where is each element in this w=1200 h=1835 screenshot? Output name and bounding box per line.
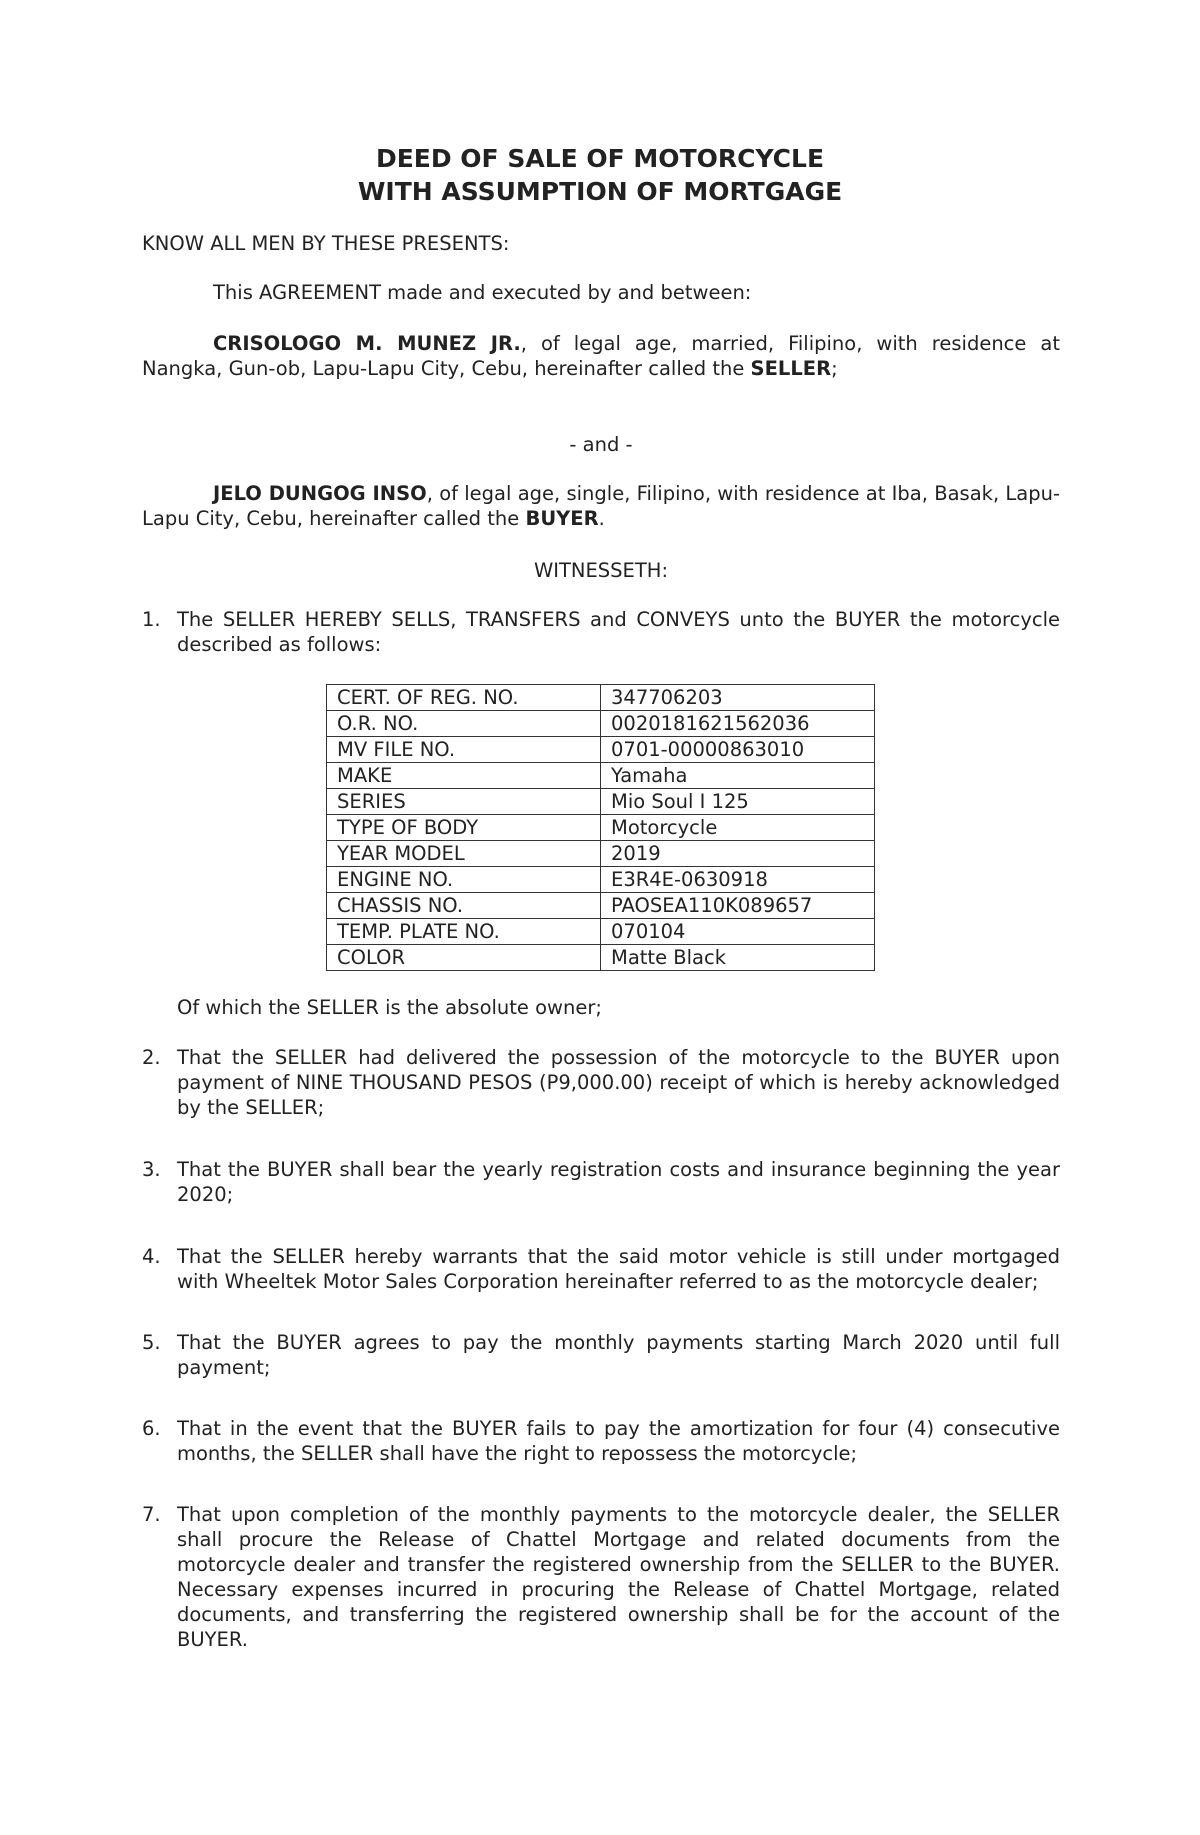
owner-statement: Of which the SELLER is the absolute owner; <box>177 996 602 1019</box>
seller-name: CRISOLOGO M. MUNEZ JR. <box>213 332 521 355</box>
seller-role: SELLER <box>750 357 832 380</box>
list-item <box>142 1330 1060 1380</box>
vehicle-field-value: Motorcycle <box>601 815 875 841</box>
vehicle-field-label: CHASSIS NO. <box>327 893 601 919</box>
title-line-2: WITH ASSUMPTION OF MORTGAGE <box>357 177 843 206</box>
vehicle-field-value: Matte Black <box>601 945 875 971</box>
list-item <box>142 1416 1060 1466</box>
item-text: That upon completion of the monthly payments to the motorcycle dealer, the SELLER shall procure the Release of Chattel Mortgage and related documents from the motorcycle dealer and transfer the registered ownership from the SELLER to the BUYER. Necessary expenses incurred in procuring the Release of Chattel Mortgage, related documents, and transferring the registered ownership shall be for the account of the BUYER. <box>177 1503 1060 1651</box>
table-row <box>327 893 875 919</box>
buyer-name: JELO DUNGOG INSO <box>213 482 427 505</box>
table-row <box>327 763 875 789</box>
and-separator: - and - <box>569 433 633 456</box>
table-row <box>327 711 875 737</box>
vehicle-field-label: YEAR MODEL <box>327 841 601 867</box>
item-1-list <box>142 607 1060 657</box>
item-number: 6. <box>142 1417 161 1440</box>
table-row <box>327 919 875 945</box>
vehicle-details-table <box>326 684 875 971</box>
vehicle-field-label: MAKE <box>327 763 601 789</box>
item-text: That the BUYER agrees to pay the monthly payments starting March 2020 until full payment; <box>177 1331 1060 1379</box>
item-number: 3. <box>142 1158 161 1181</box>
vehicle-field-value: Yamaha <box>601 763 875 789</box>
buyer-end: . <box>598 507 605 530</box>
vehicle-field-value: 0020181621562036 <box>601 711 875 737</box>
vehicle-field-label: SERIES <box>327 789 601 815</box>
seller-paragraph <box>142 331 1060 381</box>
list-item-1 <box>142 607 1060 657</box>
item-number: 4. <box>142 1245 161 1268</box>
document-title <box>0 142 1200 208</box>
vehicle-field-label: O.R. NO. <box>327 711 601 737</box>
buyer-paragraph <box>142 481 1060 531</box>
vehicle-field-label: TYPE OF BODY <box>327 815 601 841</box>
agreement-line: This AGREEMENT made and executed by and between: <box>213 281 752 304</box>
list-item <box>142 1502 1060 1652</box>
table-row <box>327 685 875 711</box>
vehicle-field-label: CERT. OF REG. NO. <box>327 685 601 711</box>
table-row <box>327 815 875 841</box>
buyer-details: , of legal age, single, Filipino, with residence at Iba, Basak, Lapu-Lapu City, Cebu, hereinafter called the <box>142 482 1060 530</box>
vehicle-field-label: MV FILE NO. <box>327 737 601 763</box>
list-item <box>142 1157 1060 1207</box>
item-text: The SELLER HEREBY SELLS, TRANSFERS and CONVEYS unto the BUYER the motorcycle described as follows: <box>177 608 1060 656</box>
item-text: That the SELLER had delivered the possession of the motorcycle to the BUYER upon payment of NINE THOUSAND PESOS (P9,000.00) receipt of which is hereby acknowledged by the SELLER; <box>177 1046 1060 1119</box>
vehicle-field-value: 070104 <box>601 919 875 945</box>
title-line-1: DEED OF SALE OF MOTORCYCLE <box>375 144 825 173</box>
seller-details: , of legal age, married, Filipino, with residence at Nangka, Gun-ob, Lapu-Lapu City, Cebu, hereinafter called the <box>142 332 1060 380</box>
item-number: 5. <box>142 1331 161 1354</box>
table-row <box>327 945 875 971</box>
table-row <box>327 867 875 893</box>
vehicle-field-label: COLOR <box>327 945 601 971</box>
vehicle-field-label: TEMP. PLATE NO. <box>327 919 601 945</box>
item-text: That the SELLER hereby warrants that the said motor vehicle is still under mortgaged with Wheeltek Motor Sales Corporation hereinafter referred to as the motorcycle dealer; <box>177 1245 1060 1293</box>
item-number: 1. <box>142 608 161 631</box>
item-number: 2. <box>142 1046 161 1069</box>
vehicle-field-value: PAOSEA110K089657 <box>601 893 875 919</box>
table-row <box>327 737 875 763</box>
table-row <box>327 841 875 867</box>
witnesseth-heading: WITNESSETH: <box>533 559 669 582</box>
vehicle-field-value: Mio Soul I 125 <box>601 789 875 815</box>
list-item <box>142 1045 1060 1120</box>
vehicle-field-value: 2019 <box>601 841 875 867</box>
vehicle-field-value: E3R4E-0630918 <box>601 867 875 893</box>
vehicle-field-label: ENGINE NO. <box>327 867 601 893</box>
vehicle-field-value: 0701-00000863010 <box>601 737 875 763</box>
item-text: That in the event that the BUYER fails to pay the amortization for four (4) consecutive months, the SELLER shall have the right to repossess the motorcycle; <box>177 1417 1060 1465</box>
table-row <box>327 789 875 815</box>
item-number: 7. <box>142 1503 161 1526</box>
buyer-role: BUYER <box>525 507 599 530</box>
vehicle-field-value: 347706203 <box>601 685 875 711</box>
intro-line: KNOW ALL MEN BY THESE PRESENTS: <box>142 232 510 255</box>
seller-end: ; <box>831 357 838 380</box>
clauses-list <box>142 1045 1060 1652</box>
item-text: That the BUYER shall bear the yearly registration costs and insurance beginning the year 2020; <box>177 1158 1060 1206</box>
list-item <box>142 1244 1060 1294</box>
